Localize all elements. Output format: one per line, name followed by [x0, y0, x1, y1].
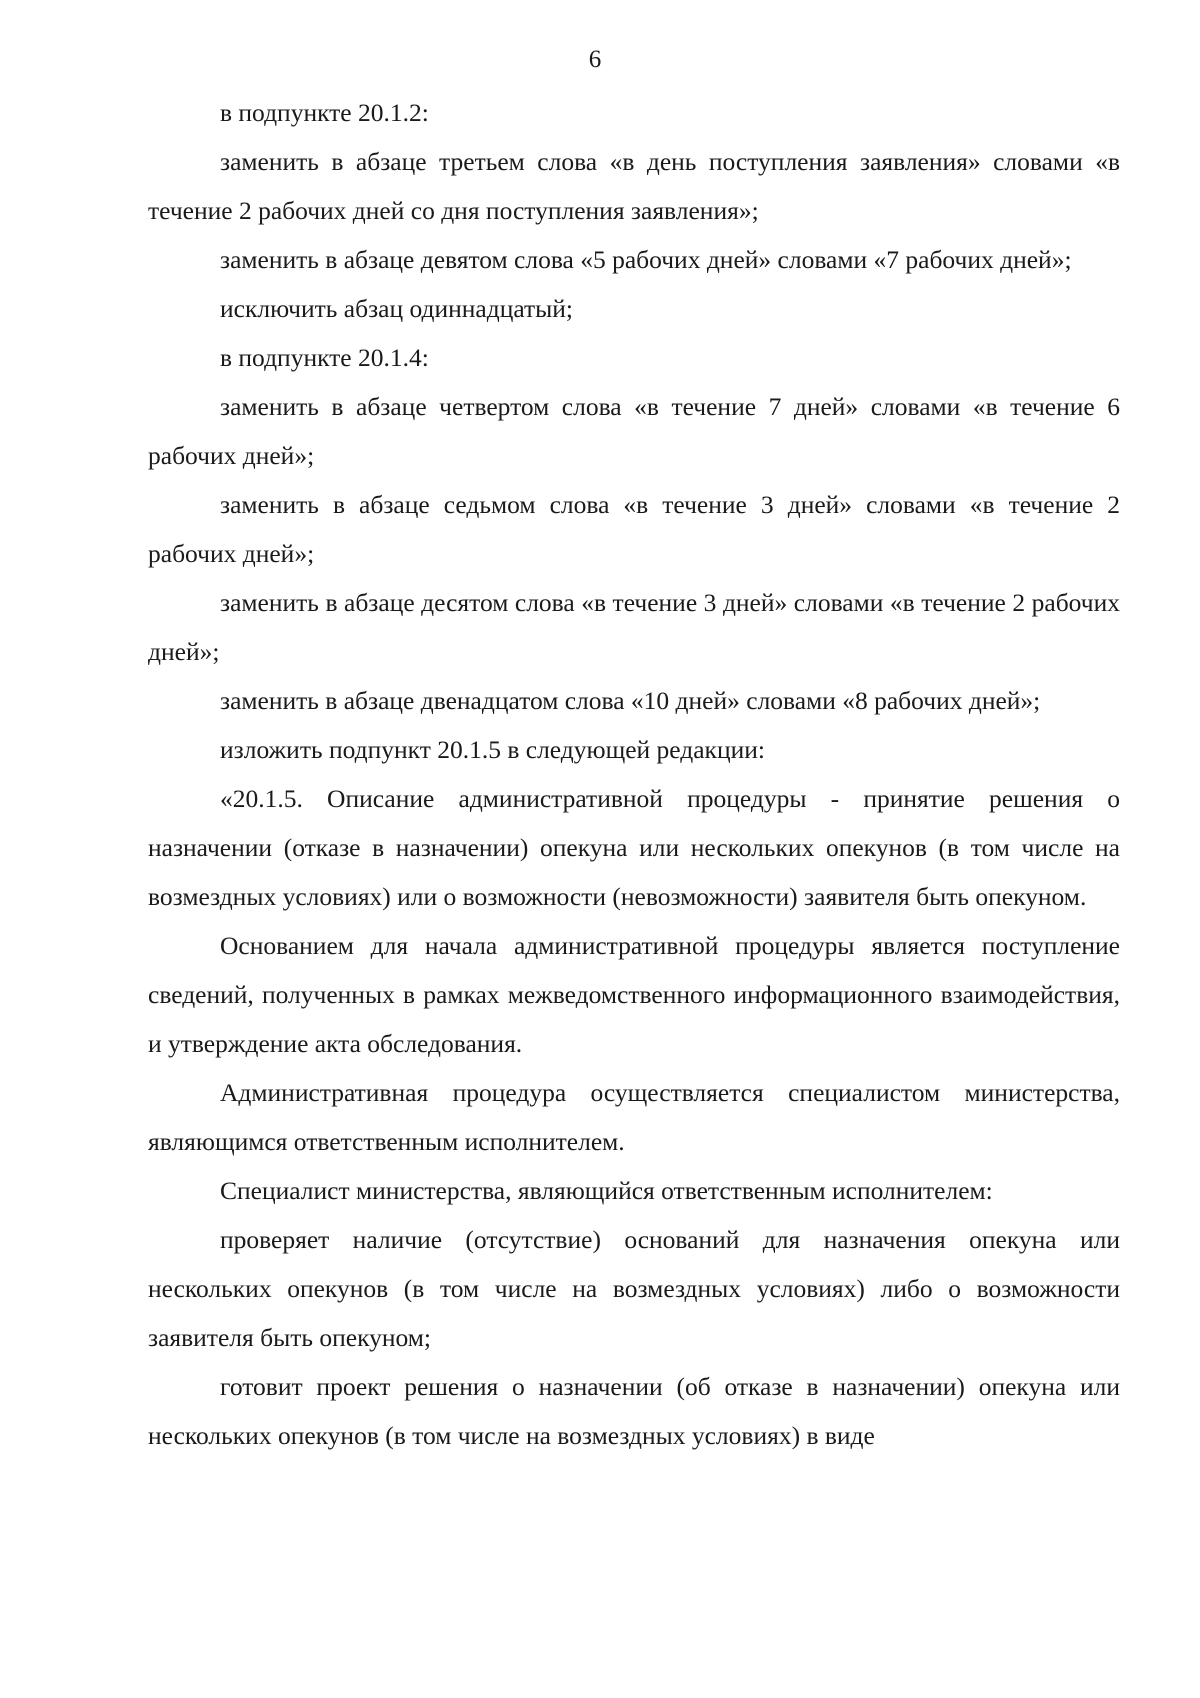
paragraph: исключить абзац одиннадцатый; [220, 294, 574, 323]
paragraph: заменить в абзаце четвертом слова «в течение 7 дней» словами «в течение 6 рабочих дней»; [148, 392, 1120, 470]
paragraph: Административная процедура осуществляется специалистом министерства, являющимся ответственным исполнителем. [148, 1078, 1120, 1156]
paragraph: заменить в абзаце седьмом слова «в течение 3 дней» словами «в течение 2 рабочих дней»; [148, 490, 1120, 568]
paragraph: заменить в абзаце третьем слова «в день поступления заявления» словами «в течение 2 рабочих дней со дня поступления заявления»; [148, 147, 1120, 225]
paragraph: заменить в абзаце двенадцатом слова «10 дней» словами «8 рабочих дней»; [220, 686, 1041, 715]
paragraph: изложить подпункт 20.1.5 в следующей редакции: [220, 735, 765, 764]
paragraph: заменить в абзаце десятом слова «в течение 3 дней» словами «в течение 2 рабочих дней»; [148, 588, 1120, 666]
paragraph: в подпункте 20.1.4: [220, 343, 429, 372]
paragraph: проверяет наличие (отсутствие) оснований для назначения опекуна или нескольких опекунов (в том числе на возмездных условиях) либо о возможности заявителя быть опекуном; [148, 1225, 1120, 1352]
paragraph: «20.1.5. Описание административной процедуры - принятие решения о назначении (отказе в назначении) опекуна или нескольких опекунов (в том числе на возмездных условиях) или о возможности (невозможности) заявителя быть опекуном. [148, 784, 1120, 911]
paragraph: готовит проект решения о назначении (об отказе в назначении) опекуна или нескольких опекунов (в том числе на возмездных условиях) в виде [148, 1372, 1120, 1450]
paragraph: Основанием для начала административной процедуры является поступление сведений, полученных в рамках межведомственного информационного взаимодействия, и утверждение акта обследования. [148, 931, 1120, 1058]
page-number: 6 [588, 46, 602, 73]
paragraph: в подпункте 20.1.2: [220, 98, 429, 127]
paragraph: Специалист министерства, являющийся ответственным исполнителем: [220, 1176, 993, 1205]
paragraph: заменить в абзаце девятом слова «5 рабочих дней» словами «7 рабочих дней»; [220, 245, 1072, 274]
document-body [148, 88, 1120, 1460]
